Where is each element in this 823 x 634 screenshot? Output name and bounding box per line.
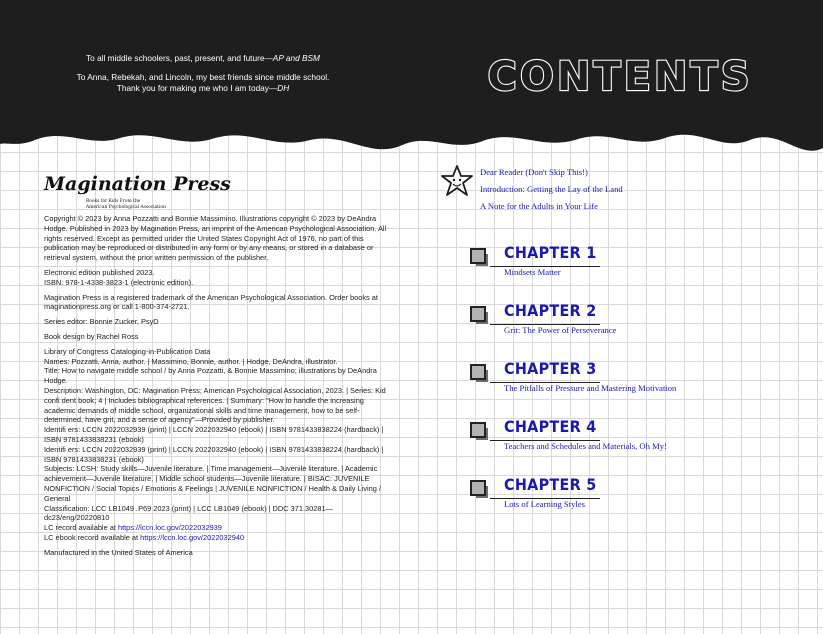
trademark-note: Magination Press is a registered trademark of the American Psychological Association. Order books at maginationpress.org or call 1-800-374-2721.	[44, 292, 378, 312]
contents-title	[440, 48, 800, 108]
dedication-line-2: To Anna, Rebekah, and Lincoln, my best friends since middle school. Thank you for making me who I am today—DH	[76, 72, 330, 93]
series-editor: Series editor: Bonnie Zucker, PsyD	[44, 317, 159, 327]
toc-chapter-2[interactable]	[470, 301, 770, 352]
checkbox-icon	[470, 480, 486, 496]
chapter-title: CHAPTER 1	[504, 243, 597, 262]
cip-line: Classification: LCC LB1049 .P69 2023 (print) | LCC LB1049 (ebook) | DDC 371.30281—dc23/eng/20220810	[44, 503, 333, 523]
copyright-page	[44, 214, 396, 563]
toc-link-dear-reader[interactable]: Dear Reader (Don't Skip This!)	[480, 167, 588, 177]
isbn-note: ISBN: 978-1-4338-3823-1 (electronic edition).	[44, 277, 194, 287]
edition-note: Electronic edition published 2023.	[44, 267, 155, 277]
svg-text:Books for Kids From the: Books for Kids From the	[86, 199, 141, 204]
checkbox-icon	[470, 248, 486, 264]
chapter-subtitle-link[interactable]: The Pitfalls of Pressure and Mastering Motivation	[504, 383, 677, 393]
cip-line: Identifi ers: LCCN 2022032939 (print) | LCCN 2022032940 (ebook) | ISBN 9781433838224 (hardback) | ISBN 9781433838231 (ebook)	[44, 444, 384, 464]
toc-chapter-1[interactable]	[470, 243, 770, 294]
manufactured-note: Manufactured in the United States of America	[44, 547, 193, 557]
chapter-subtitle-link[interactable]: Lots of Learning Styles	[504, 499, 585, 509]
svg-text:American Psychological Associa: American Psychological Association	[86, 205, 166, 210]
cip-line: Names: Pozzatti, Anna, author. | Massimino, Bonnie, author. | Hodge, DeAndra, illustrator.	[44, 356, 338, 366]
chapter-subtitle-link[interactable]: Mindsets Matter	[504, 267, 561, 277]
star-face-icon	[440, 164, 474, 198]
dedication-line-1: To all middle schoolers, past, present, and future—AP and BSM	[86, 53, 320, 63]
toc-link-introduction[interactable]: Introduction: Getting the Lay of the Land	[480, 184, 623, 194]
lc-record: LC record available at https://lccn.loc.gov/2022032939	[44, 523, 222, 533]
magination-press-logo	[44, 168, 231, 214]
checkbox-icon	[470, 364, 486, 380]
toc-link-note-for-adults[interactable]: A Note for the Adults in Your Life	[480, 201, 598, 211]
cip-line: NONFICTION / Social Topics / Emotions & Feelings | JUVENILE NONFICTION / Health & Daily Living / General	[44, 483, 381, 503]
chapter-subtitle-link[interactable]: Teachers and Schedules and Materials, Oh My!	[504, 441, 667, 451]
lc-ebook-record: LC ebook record available at https://lccn.loc.gov/2022032940	[44, 532, 245, 542]
svg-text:CONTENTS: CONTENTS	[487, 54, 753, 100]
lc-ebook-record-link[interactable]: https://lccn.loc.gov/2022032940	[140, 532, 245, 542]
dedication	[68, 53, 338, 102]
cip-line: Library of Congress Cataloging-in-Publication Data	[44, 346, 211, 356]
cip-line: Description: Washington, DC: Magination Press; American Psychological Association, 2023. | Series: Kid confi dent book; 4 | Includes bibliographical references. | Summary: "How to handle the increasing academic demands of middle school, organizational skills and time management, how to be self-determined, have grit, and a sense of agency"—Provided by publisher.	[44, 385, 386, 425]
book-design: Book design by Rachel Ross	[44, 331, 139, 341]
checkbox-icon	[470, 306, 486, 322]
lc-record-link[interactable]: https://lccn.loc.gov/2022032939	[117, 523, 222, 533]
chapter-title: CHAPTER 3	[504, 359, 597, 378]
chapter-subtitle-link[interactable]: Grit: The Power of Perseverance	[504, 325, 617, 335]
copyright-notice: Copyright © 2023 by Anna Pozzatti and Bonnie Massimino. Illustrations copyright © 2023 by DeAndra Hodge. Published in 2023 by Magination Press, an imprint of the American Psychological Association. All rights reserved. Except as permitted under the United States Copyright Act of 1976, no part of this publication may be reproduced or distributed in any form or by any means, or stored in a database or retrieval system, without the prior written permission of the publisher.	[44, 214, 387, 263]
cip-line: Subjects: LCSH: Study skills—Juvenile literature. | Time management—Juvenile literature. | Academic achievement—Juvenile literature. | Middle school students—Juvenile literature. | BISAC: JUVENILE	[44, 464, 378, 484]
checkbox-icon	[470, 422, 486, 438]
cip-line: Identifi ers: LCCN 2022032939 (print) | LCCN 2022032940 (ebook) | ISBN 9781433838224 (hardback) | ISBN 9781433838231 (ebook)	[44, 425, 384, 444]
chapter-title: CHAPTER 4	[504, 417, 597, 436]
toc-chapter-5[interactable]	[470, 475, 770, 526]
chapter-title: CHAPTER 5	[504, 475, 597, 494]
front-matter-list	[480, 166, 623, 217]
toc-chapter-4[interactable]	[470, 417, 770, 468]
cip-line: Title: How to navigate middle school / by Anna Pozzatti, & Bonnie Massimino; illustrations by DeAndra Hodge.	[44, 366, 377, 386]
svg-text:Magination Press: Magination Press	[44, 173, 231, 195]
chapter-title: CHAPTER 2	[504, 301, 597, 320]
toc-chapter-3[interactable]	[470, 359, 770, 410]
